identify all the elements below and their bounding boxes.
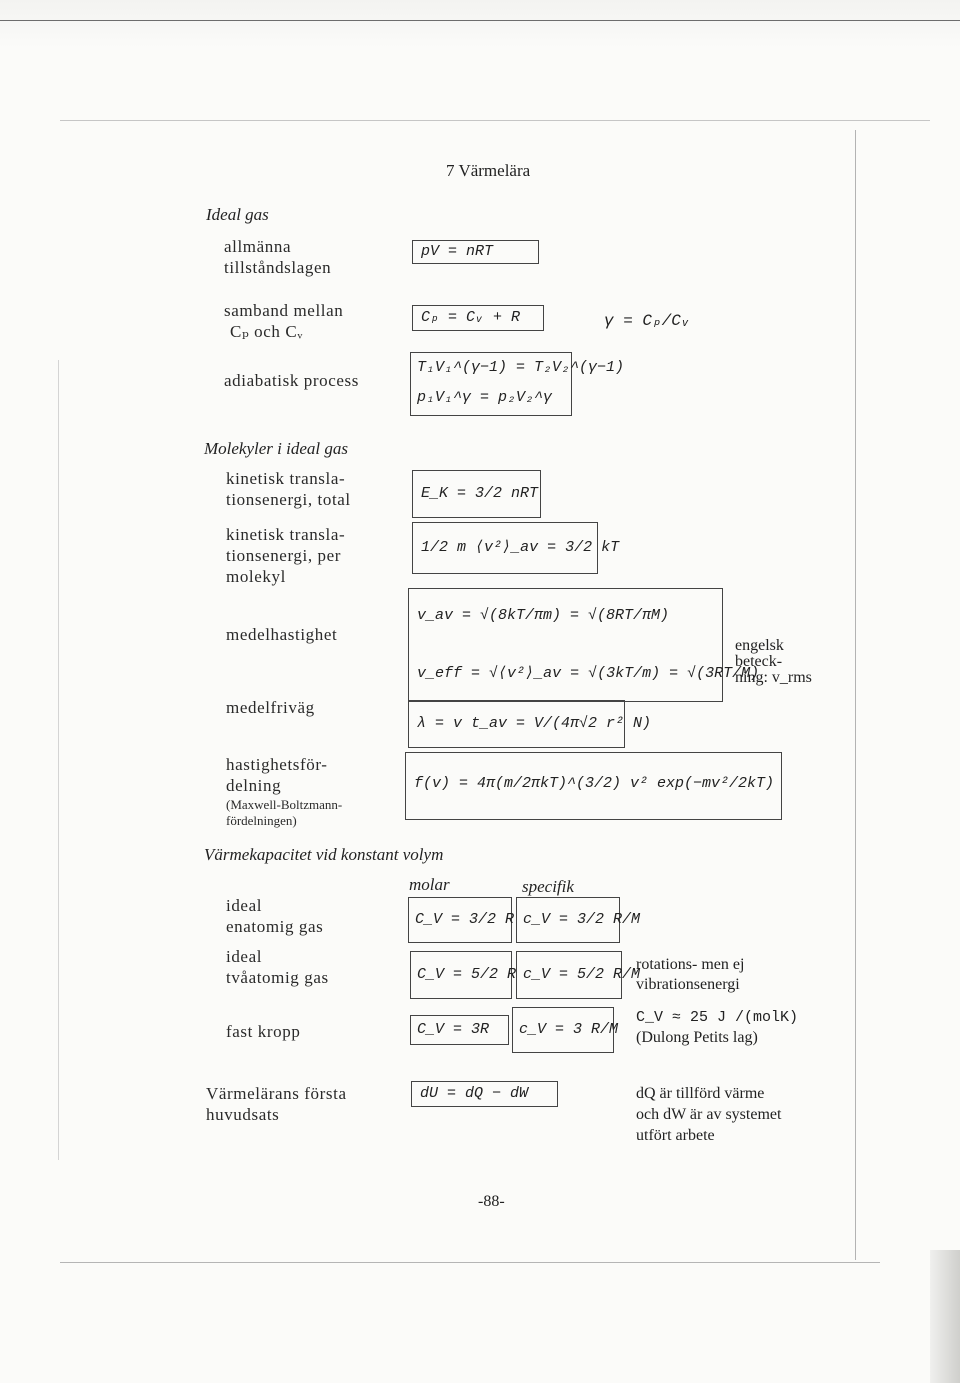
formula-box-ek-per	[412, 522, 620, 574]
formula-box-cv-di-specific	[516, 951, 641, 999]
formula-cv-di-molar: C_V = 5/2 R	[417, 966, 517, 983]
note-dulong-2: (Dulong Petits lag)	[636, 1029, 758, 1046]
formula-cv-solid-specific: c_V = 3 R/M	[519, 1021, 619, 1038]
formula-cv-di-specific: c_V = 5/2 R/M	[523, 966, 641, 983]
scan-edge-line	[0, 20, 960, 21]
formula-box-ideal-gas-law	[412, 240, 539, 264]
formula-cv-mono-molar: C_V = 3/2 R	[415, 911, 515, 928]
label-relation-2: Cₚ och Cᵥ	[230, 322, 303, 341]
note-english-2: beteck-	[735, 653, 783, 670]
note-dulong-1: C_V ≈ 25 J /(molK)	[636, 1009, 799, 1026]
formula-maxwell: f(v) = 4π(m/2πkT)^(3/2) v² exp(−mv²/2kT)	[414, 775, 775, 792]
formula-ideal-gas-law: pV = nRT	[421, 243, 494, 260]
formula-box-ek-total	[412, 470, 541, 518]
formula-box-cv-solid-specific	[512, 1007, 619, 1053]
scan-page-left-edge	[58, 360, 59, 1160]
label-mean-free-path: medelfriväg	[226, 698, 315, 717]
label-relation-1: samband mellan	[224, 301, 344, 320]
formula-box-lambda	[408, 700, 652, 748]
scan-page-edge	[60, 120, 930, 121]
note-english-3: ning: v_rms	[735, 669, 812, 686]
note-first-law-3: utfört arbete	[636, 1127, 715, 1144]
note-rotation-1: rotations- men ej	[636, 956, 745, 973]
label-first-law-2: huvudsats	[206, 1105, 280, 1124]
formula-box-cv-solid-molar	[410, 1015, 509, 1045]
formula-lambda: λ = v t_av = V/(4π√2 r² N)	[417, 715, 652, 732]
chapter-title: 7 Värmelära	[446, 161, 531, 180]
formula-box-cv-mono-specific	[516, 897, 641, 943]
label-first-law-1: Värmelärans första	[206, 1084, 347, 1103]
label-speed-dist-4: fördelningen)	[226, 813, 297, 828]
formula-first-law: dU = dQ − dW	[420, 1085, 529, 1102]
note-english-1: engelsk	[735, 637, 784, 654]
formula-box-maxwell	[405, 752, 782, 820]
label-speed-dist-2: delning	[226, 776, 282, 795]
note-first-law-1: dQ är tillförd värme	[636, 1085, 765, 1102]
formula-cv-solid-molar: C_V = 3R	[417, 1021, 490, 1038]
formula-box-cp-cv	[412, 305, 544, 331]
page-number: -88-	[478, 1193, 505, 1210]
formula-cp-cv: Cₚ = Cᵥ + R	[421, 309, 521, 326]
formula-box-cv-di-molar	[410, 951, 517, 999]
label-ideal-mono-1: ideal	[226, 896, 263, 915]
scan-corner-shadow	[930, 1250, 960, 1383]
formula-box-adiabatic	[410, 352, 625, 416]
formula-box-cv-mono-molar	[408, 897, 515, 943]
label-ke-per-2: tionsenergi, per	[226, 546, 342, 565]
label-general-law-2: tillståndslagen	[224, 258, 332, 277]
label-ideal-di-1: ideal	[226, 947, 263, 966]
formula-ek-per: 1/2 m ⟨v²⟩_av = 3/2 kT	[421, 539, 620, 556]
scan-page-right-edge	[855, 130, 856, 1260]
formula-gamma: γ = Cₚ/Cᵥ	[604, 312, 691, 330]
formula-cv-mono-specific: c_V = 3/2 R/M	[523, 911, 641, 928]
scan-page-bottom-edge	[60, 1262, 880, 1263]
label-ideal-mono-2: enatomig gas	[226, 917, 324, 936]
formula-v-eff: v_eff = √⟨v²⟩_av = √(3kT/m) = √(3RT/M)	[417, 665, 760, 682]
label-adiabatic: adiabatisk process	[224, 371, 359, 390]
section-heat-capacity: Värmekapacitet vid konstant volym	[204, 845, 444, 864]
note-first-law-2: och dW är av systemet	[636, 1106, 782, 1123]
column-molar: molar	[409, 875, 450, 894]
formula-box-first-law	[411, 1081, 558, 1107]
label-speed-dist-1: hastighetsför-	[226, 755, 328, 774]
scan-border-top	[0, 0, 960, 48]
formula-adiabatic-1: T₁V₁^(γ−1) = T₂V₂^(γ−1)	[417, 359, 625, 376]
column-specific: specifik	[522, 877, 574, 896]
formula-ek-total: E_K = 3/2 nRT	[421, 485, 539, 502]
label-ke-total-1: kinetisk transla-	[226, 469, 346, 488]
label-ke-per-3: molekyl	[226, 567, 286, 586]
note-rotation-2: vibrationsenergi	[636, 976, 740, 993]
label-ke-total-2: tionsenergi, total	[226, 490, 351, 509]
section-ideal-gas: Ideal gas	[206, 205, 269, 224]
section-molecules: Molekyler i ideal gas	[204, 439, 348, 458]
label-mean-speed: medelhastighet	[226, 625, 338, 644]
formula-adiabatic-2: p₁V₁^γ = p₂V₂^γ	[417, 389, 553, 406]
label-solid: fast kropp	[226, 1022, 301, 1041]
label-general-law-1: allmänna	[224, 237, 292, 256]
label-speed-dist-3: (Maxwell-Boltzmann-	[226, 797, 343, 812]
label-ke-per-1: kinetisk transla-	[226, 525, 346, 544]
formula-v-av: v_av = √(8kT/πm) = √(8RT/πM)	[417, 607, 670, 624]
label-ideal-di-2: tvåatomig gas	[226, 968, 329, 987]
